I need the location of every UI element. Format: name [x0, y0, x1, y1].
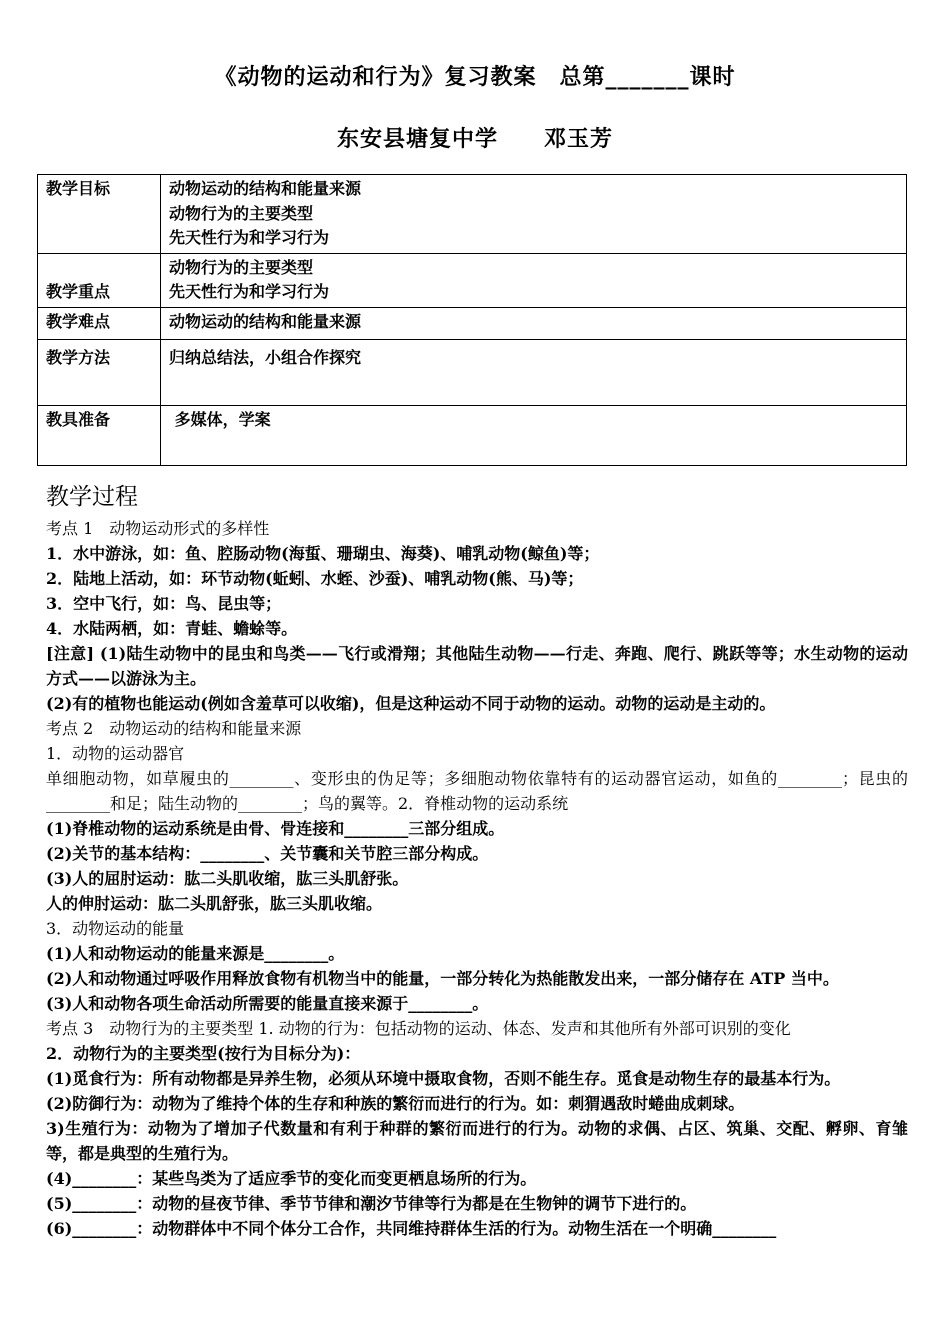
exam-point-heading: 考点 3 动物行为的主要类型 1. 动物的行为：包括动物的运动、体态、发声和其他所有外部可识别的变化 [46, 1019, 791, 1038]
paragraph: (1)人和动物运动的能量来源是________。 [46, 944, 345, 963]
process-body [46, 516, 908, 1241]
paragraph: 4．水陆两栖，如：青蛙、蟾蜍等。 [46, 619, 298, 638]
document-title: 《动物的运动和行为》复习教案 总第_______课时 [214, 64, 736, 90]
row-line: 动物行为的主要类型 [169, 203, 314, 223]
paragraph: (2)防御行为：动物为了维持个体的生存和种族的繁衍而进行的行为。如：刺猬遇敌时蜷曲成刺球。 [46, 1094, 745, 1113]
row-line: 先天性行为和学习行为 [169, 228, 330, 247]
exam-point-heading: 考点 2 动物运动的结构和能量来源 [46, 719, 302, 738]
row-label: 教学目标 [38, 175, 161, 254]
paragraph: (3)人和动物各项生命活动所需要的能量直接来源于________。 [46, 994, 489, 1013]
paragraph: (6)________：动物群体中不同个体分工合作，共同维持群体生活的行为。动物生活在一个明确________ [46, 1219, 777, 1238]
paragraph: 2．陆地上活动，如：环节动物(蚯蚓、水蛭、沙蚕)、哺乳动物(熊、马)等； [46, 569, 584, 588]
paragraph: (3)人的屈肘运动：肱二头肌收缩，肱三头肌舒张。 [46, 869, 409, 888]
row-content [161, 307, 907, 339]
paragraph: 1．动物的运动器官 [46, 744, 185, 763]
lesson-plan-table [37, 174, 907, 466]
paragraph: (2)有的植物也能运动(例如含羞草可以收缩)，但是这种运动不同于动物的运动。动物的运动是主动的。 [46, 694, 776, 713]
row-content [161, 175, 907, 254]
row-content [161, 339, 907, 405]
paragraph: 3．动物运动的能量 [46, 919, 185, 938]
row-line: 多媒体，学案 [169, 409, 271, 429]
paragraph: (4)________：某些鸟类为了适应季节的变化而变更栖息场所的行为。 [46, 1169, 537, 1188]
row-content [161, 253, 907, 307]
row-line: 动物行为的主要类型 [169, 257, 314, 277]
row-line: 动物运动的结构和能量来源 [169, 311, 362, 331]
row-line: 归纳总结法，小组合作探究 [169, 347, 362, 367]
row-content [161, 405, 907, 465]
table-row [38, 175, 907, 254]
table-row [38, 405, 907, 465]
paragraph: 2．动物行为的主要类型(按行为目标分为)： [46, 1044, 361, 1063]
row-label: 教具准备 [38, 405, 161, 465]
paragraph: 3．空中飞行，如：鸟、昆虫等； [46, 594, 282, 613]
exam-point-heading: 考点 1 动物运动形式的多样性 [46, 519, 270, 538]
row-line: 动物运动的结构和能量来源 [169, 179, 362, 198]
row-label: 教学难点 [38, 307, 161, 339]
row-line: 先天性行为和学习行为 [169, 282, 330, 301]
paragraph: [注意] (1)陆生动物中的昆虫和鸟类——飞行或滑翔；其他陆生动物——行走、奔跑、爬行、跳跃等等；水生动物的运动方式——以游泳为主。 [46, 644, 908, 688]
paragraph: 单细胞动物，如草履虫的________、变形虫的伪足等；多细胞动物依靠特有的运动器官运动，如鱼的________；昆虫的________和足；陆生动物的________；鸟的翼等。2．脊椎动物的运动系统 [46, 769, 908, 813]
paragraph: (2)关节的基本结构：________、关节囊和关节腔三部分构成。 [46, 844, 489, 863]
table-row [38, 307, 907, 339]
table-row [38, 339, 907, 405]
paragraph: 3)生殖行为：动物为了增加子代数量和有利于种群的繁衍而进行的行为。动物的求偶、占区、筑巢、交配、孵卵、育雏等，都是典型的生殖行为。 [46, 1119, 908, 1163]
row-label: 教学方法 [38, 339, 161, 405]
document-subtitle: 东安县塘复中学 邓玉芳 [336, 126, 613, 152]
row-label: 教学重点 [38, 253, 161, 307]
paragraph: 人的伸肘运动：肱二头肌舒张，肱三头肌收缩。 [46, 894, 383, 913]
table-row [38, 253, 907, 307]
paragraph: (5)________：动物的昼夜节律、季节节律和潮汐节律等行为都是在生物钟的调节下进行的。 [46, 1194, 697, 1213]
paragraph: (1)觅食行为：所有动物都是异养生物，必须从环境中摄取食物，否则不能生存。觅食是动物生存的最基本行为。 [46, 1069, 841, 1088]
paragraph: 1．水中游泳，如：鱼、腔肠动物(海蜇、珊瑚虫、海葵)、哺乳动物(鲸鱼)等； [46, 544, 600, 563]
paragraph: (2)人和动物通过呼吸作用释放食物有机物当中的能量，一部分转化为热能散发出来，一部分储存在 ATP 当中。 [46, 969, 839, 988]
section-title: 教学过程 [46, 484, 138, 510]
paragraph: (1)脊椎动物的运动系统是由骨、骨连接和________三部分组成。 [46, 819, 505, 838]
